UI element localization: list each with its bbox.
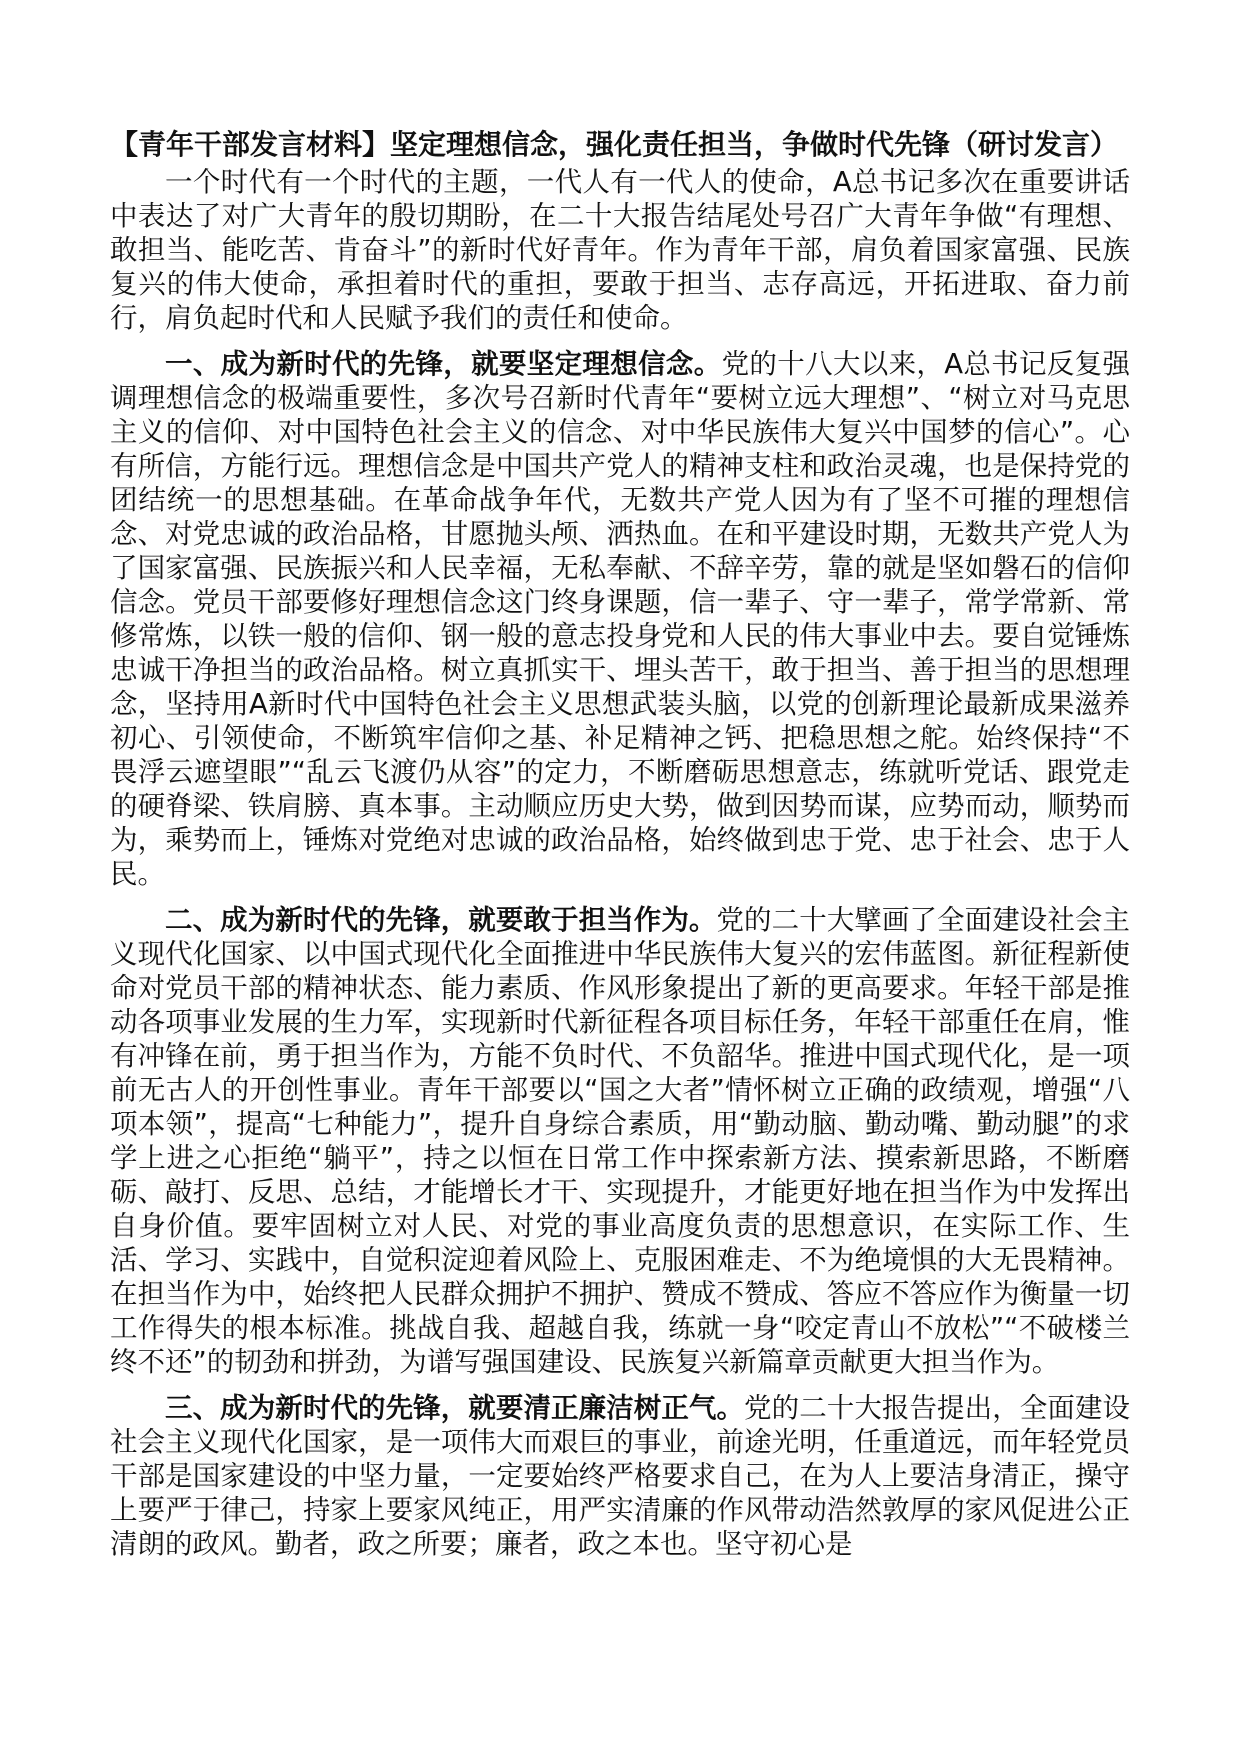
intro-paragraph: 一个时代有一个时代的主题，一代人有一代人的使命，A总书记多次在重要讲话中表达了对广大青年的殷切期盼，在二十大报告结尾处号召广大青年争做“有理想、敢担当、能吃苦、肯奋斗”的新时代好青年。作为青年干部，肩负着国家富强、民族复兴的伟大使命，承担着时代的重担，要敢于担当、志存高远，开拓进取、奋力前行，肩负起时代和人民赋予我们的责任和使命。	[110, 166, 1130, 334]
section-1-body: 党的十八大以来，A总书记反复强调理想信念的极端重要性，多次号召新时代青年“要树立远大理想”、“树立对马克思主义的信仰、对中国特色社会主义的信念、对中华民族伟大复兴中国梦的信心”。心有所信，方能行远。理想信念是中国共产党人的精神支柱和政治灵魂，也是保持党的团结统一的思想基础。在革命战争年代，无数共产党人因为有了坚不可摧的理想信念、对党忠诚的政治品格，甘愿抛头颅、洒热血。在和平建设时期，无数共产党人为了国家富强、民族振兴和人民幸福，无私奉献、不辞辛劳，靠的就是坚如磐石的信仰信念。党员干部要修好理想信念这门终身课题，信一辈子、守一辈子，常学常新、常修常炼，以铁一般的信仰、钢一般的意志投身党和人民的伟大事业中去。要自觉锤炼忠诚干净担当的政治品格。树立真抓实干、埋头苦干，敢于担当、善于担当的思想理念，坚持用A新时代中国特色社会主义思想武装头脑，以党的创新理论最新成果滋养初心、引领使命，不断筑牢信仰之基、补足精神之钙、把稳思想之舵。始终保持“不畏浮云遮望眼”“乱云飞渡仍从容”的定力，不断磨砺思想意志，练就听党话、跟党走的硬脊梁、铁肩膀、真本事。主动顺应历史大势，做到因势而谋，应势而动，顺势而为，乘势而上，锤炼对党绝对忠诚的政治品格，始终做到忠于党、忠于社会、忠于人民。	[110, 348, 1131, 890]
section-2-body: 党的二十大擘画了全面建设社会主义现代化国家、以中国式现代化全面推进中华民族伟大复兴的宏伟蓝图。新征程新使命对党员干部的精神状态、能力素质、作风形象提出了新的更高要求。年轻干部是推动各项事业发展的生力军，实现新时代新征程各项目标任务，年轻干部重任在肩，惟有冲锋在前，勇于担当作为，方能不负时代、不负韶华。推进中国式现代化，是一项前无古人的开创性事业。青年干部要以“国之大者”情怀树立正确的政绩观，增强“八项本领”，提高“七种能力”，提升自身综合素质，用“勤动脑、勤动嘴、勤动腿”的求学上进之心拒绝“躺平”，持之以恒在日常工作中探索新方法、摸索新思路，不断磨砺、敲打、反思、总结，才能增长才干、实现提升，才能更好地在担当作为中发挥出自身价值。要牢固树立对人民、对党的事业高度负责的思想意识，在实际工作、生活、学习、实践中，自觉积淀迎着风险上、克服困难走、不为绝境惧的大无畏精神。在担当作为中，始终把人民群众拥护不拥护、赞成不赞成、答应不答应作为衡量一切工作得失的根本标准。挑战自我、超越自我，练就一身“咬定青山不放松”“不破楼兰终不还”的韧劲和拼劲，为谱写强国建设、民族复兴新篇章贡献更大担当作为。	[110, 904, 1130, 1378]
section-3-heading: 三、成为新时代的先锋，就要清正廉洁树正气。	[165, 1392, 745, 1424]
section-3-paragraph	[110, 1391, 1130, 1561]
section-1-paragraph	[110, 347, 1130, 891]
section-3-body: 党的二十大报告提出，全面建设社会主义现代化国家，是一项伟大而艰巨的事业，前途光明，任重道远，而年轻党员干部是国家建设的中坚力量，一定要始终严格要求自己，在为人上要洁身清正，操守上要严于律己，持家上要家风纯正，用严实清廉的作风带动浩然敦厚的家风促进公正清朗的政风。勤者，政之所要；廉者，政之本也。坚守初心是	[110, 1392, 1131, 1560]
document-title: 【青年干部发言材料】坚定理想信念，强化责任担当，争做时代先锋（研讨发言）	[110, 128, 1119, 161]
section-2-heading: 二、成为新时代的先锋，就要敢于担当作为。	[165, 904, 717, 936]
section-2-paragraph	[110, 903, 1130, 1379]
section-1-heading: 一、成为新时代的先锋，就要坚定理想信念。	[165, 348, 722, 380]
